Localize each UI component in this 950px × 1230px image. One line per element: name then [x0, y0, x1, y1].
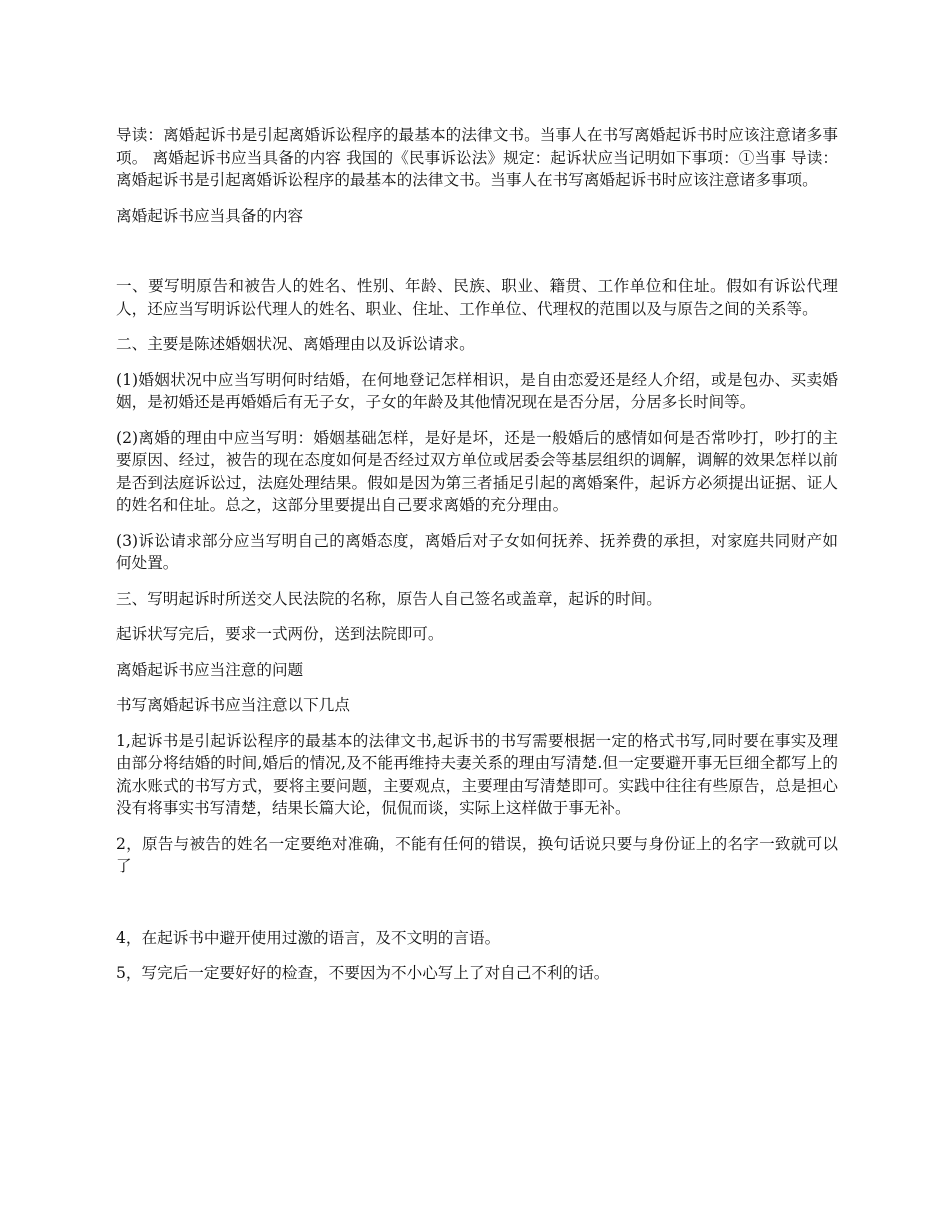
paragraph-copies: 起诉状写完后，要求一式两份，送到法院即可。: [116, 625, 444, 643]
paragraph-sub-3: (3)诉讼请求部分应当写明自己的离婚态度，离婚后对子女如何抚养、抚养费的承担，对家庭共同财产如何处置。: [116, 531, 838, 572]
blank-gap: [116, 891, 838, 927]
notes-intro: 书写离婚起诉书应当注意以下几点: [116, 696, 350, 714]
note-4: 4，在起诉书中避开使用过激的语言，及不文明的言语。: [116, 928, 501, 947]
paragraph-sub-1: (1)婚姻状况中应当写明何时结婚，在何地登记怎样相识，是自由恋爱还是经人介绍，或是包办、买卖婚姻，是初婚还是再婚婚后有无子女，子女的年龄及其他情况现在是否分居，分居多长时间等。: [116, 370, 838, 411]
paragraph-sub-2: (2)离婚的理由中应当写明：婚姻基础怎样，是好是坏，还是一般婚后的感情如何是否常吵打，吵打的主要原因、经过，被告的现在态度如何是否经过双方单位或居委会等基层组织的调解，调解的效果怎样以前是否到法庭诉讼过，法庭处理结果。假如是因为第三者插足引起的离婚案件，起诉方必须提出证据、证人的姓名和住址。总之，这部分里要提出自己要求离婚的充分理由。: [116, 428, 838, 514]
paragraph-item-2: 二、主要是陈述婚姻状况、离婚理由以及诉讼请求。: [116, 335, 475, 353]
section-heading-notes: 离婚起诉书应当注意的问题: [116, 660, 304, 679]
note-1: 1,起诉书是引起诉讼程序的最基本的法律文书,起诉书的书写需要根据一定的格式书写,同时要在事实及理由部分将结婚的时间,婚后的情况,及不能再维持夫妻关系的理由写清楚.但一定要避开事无巨细全都写上的流水账式的书写方式，要将主要问题，主要观点，主要理由写清楚即可。实践中往往有些原告，总是担心没有将事实书写清楚，结果长篇大论，侃侃而谈，实际上这样做于事无补。: [116, 731, 838, 817]
note-5: 5，写完后一定要好好的检查，不要因为不小心写上了对自己不利的话。: [116, 964, 610, 982]
intro-paragraph: 导读：离婚起诉书是引起离婚诉讼程序的最基本的法律文书。当事人在书写离婚起诉书时应该注意诸多事项。 离婚起诉书应当具备的内容 我国的《民事诉讼法》规定：起诉状应当记明如下事项：①当事 导读：离婚起诉书是引起离婚诉讼程序的最基本的法律文书。当事人在书写离婚起诉书时应该注意诸多事项。: [116, 126, 838, 189]
paragraph-item-1: 一、要写明原告和被告人的姓名、性别、年龄、民族、职业、籍贯、工作单位和住址。假如有诉讼代理人，还应当写明诉讼代理人的姓名、职业、住址、工作单位、代理权的范围以及与原告之间的关系等。: [116, 277, 838, 318]
note-2: 2，原告与被告的姓名一定要绝对准确，不能有任何的错误，换句话说只要与身份证上的名字一致就可以了: [116, 834, 838, 875]
paragraph-item-3: 三、写明起诉时所送交人民法院的名称，原告人自己签名或盖章，起诉的时间。: [116, 589, 662, 608]
document-body: [116, 124, 838, 998]
section-heading-contents: 离婚起诉书应当具备的内容: [116, 206, 304, 225]
blank-gap: [116, 240, 838, 275]
